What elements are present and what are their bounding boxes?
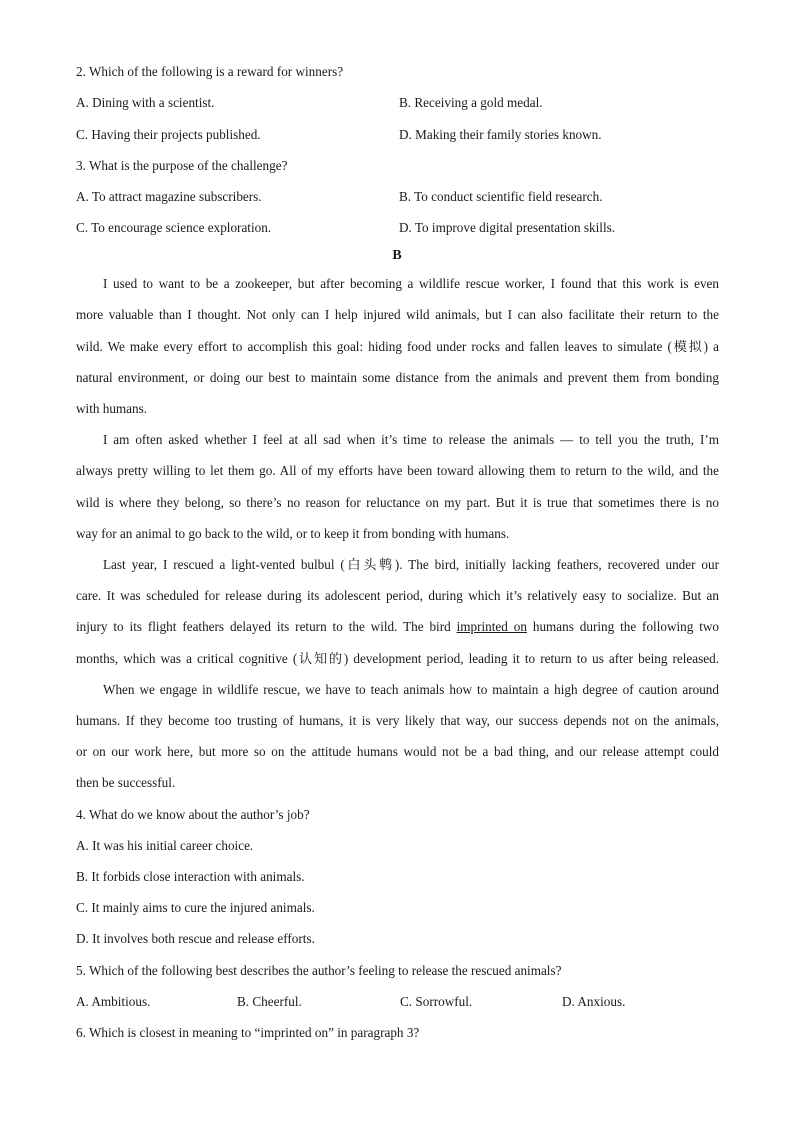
p4-line: or on our work here, but more so on the attitude humans would not be a bad thing, and our release attempt could xyxy=(76,744,719,759)
q4-option-c: C. It mainly aims to cure the injured animals. xyxy=(76,900,315,915)
p3-line: months, which was a critical cognitive (认知的) development period, leading it to return to us after being released. xyxy=(76,651,719,666)
q6-stem: 6. Which is closest in meaning to “imprinted on” in paragraph 3? xyxy=(76,1025,420,1040)
q3-option-a: A. To attract magazine subscribers. xyxy=(76,189,262,204)
p1-line: I used to want to be a zookeeper, but after becoming a wildlife rescue worker, I found that this work is even xyxy=(103,276,719,291)
p2-line: way for an animal to go back to the wild, or to keep it from bonding with humans. xyxy=(76,526,510,541)
q2-option-b: B. Receiving a gold medal. xyxy=(399,95,543,110)
p4-line: then be successful. xyxy=(76,775,176,790)
q2-option-c: C. Having their projects published. xyxy=(76,127,261,142)
p3-line xyxy=(76,619,719,635)
q3-option-d: D. To improve digital presentation skills. xyxy=(399,220,616,235)
p1-line: wild. We make every effort to accomplish this goal: hiding food under rocks and fallen leaves to simulate (模拟) a xyxy=(76,339,719,354)
p3-line: care. It was scheduled for release during its adolescent period, during which it’s relatively easy to socialize. But an xyxy=(76,588,719,603)
p1-line: with humans. xyxy=(76,401,148,416)
p1-line: natural environment, or doing our best to maintain some distance from the animals and prevent them from bonding xyxy=(76,370,719,385)
q2-stem: 2. Which of the following is a reward for winners? xyxy=(76,64,344,79)
p3-text-post: humans during the following two xyxy=(532,619,720,634)
p2-line: always pretty willing to let them go. All of my efforts have been toward allowing them to return to the wild, and the xyxy=(76,463,719,478)
q5-option-a: A. Ambitious. xyxy=(76,994,151,1009)
p3-line: Last year, I rescued a light-vented bulbul (白头鹎). The bird, initially lacking feathers, recovered under our xyxy=(103,557,719,572)
p1-line: more valuable than I thought. Not only can I help injured wild animals, but I can also facilitate their return to the xyxy=(76,307,719,322)
underlined-phrase: imprinted on xyxy=(456,619,527,634)
q5-option-c: C. Sorrowful. xyxy=(400,994,473,1009)
p3-text-pre: injury to its flight feathers delayed its return to the wild. The bird xyxy=(76,619,451,634)
q2-option-d: D. Making their family stories known. xyxy=(399,127,602,142)
q4-option-b: B. It forbids close interaction with animals. xyxy=(76,869,305,884)
q2-option-a: A. Dining with a scientist. xyxy=(76,95,215,110)
q5-stem: 5. Which of the following best describes the author’s feeling to release the rescued animals? xyxy=(76,963,562,978)
q3-option-b: B. To conduct scientific field research. xyxy=(399,189,603,204)
q5-option-b: B. Cheerful. xyxy=(237,994,302,1009)
q5-option-d: D. Anxious. xyxy=(562,994,626,1009)
p2-line: I am often asked whether I feel at all sad when it’s time to release the animals — to tell you the truth, I’m xyxy=(103,432,719,447)
q4-option-a: A. It was his initial career choice. xyxy=(76,838,254,853)
p4-line: humans. If they become too trusting of humans, it is very likely that way, our success depends not on the animals, xyxy=(76,713,719,728)
q4-stem: 4. What do we know about the author’s job? xyxy=(76,807,310,822)
p2-line: wild is where they belong, so there’s no reason for reluctance on my part. But it is true that sometimes there is no xyxy=(76,495,719,510)
q4-option-d: D. It involves both rescue and release efforts. xyxy=(76,931,315,946)
q3-stem: 3. What is the purpose of the challenge? xyxy=(76,158,288,173)
q3-option-c: C. To encourage science exploration. xyxy=(76,220,272,235)
section-title: B xyxy=(392,248,402,263)
p4-line: When we engage in wildlife rescue, we have to teach animals how to maintain a high degree of caution around xyxy=(103,682,719,697)
